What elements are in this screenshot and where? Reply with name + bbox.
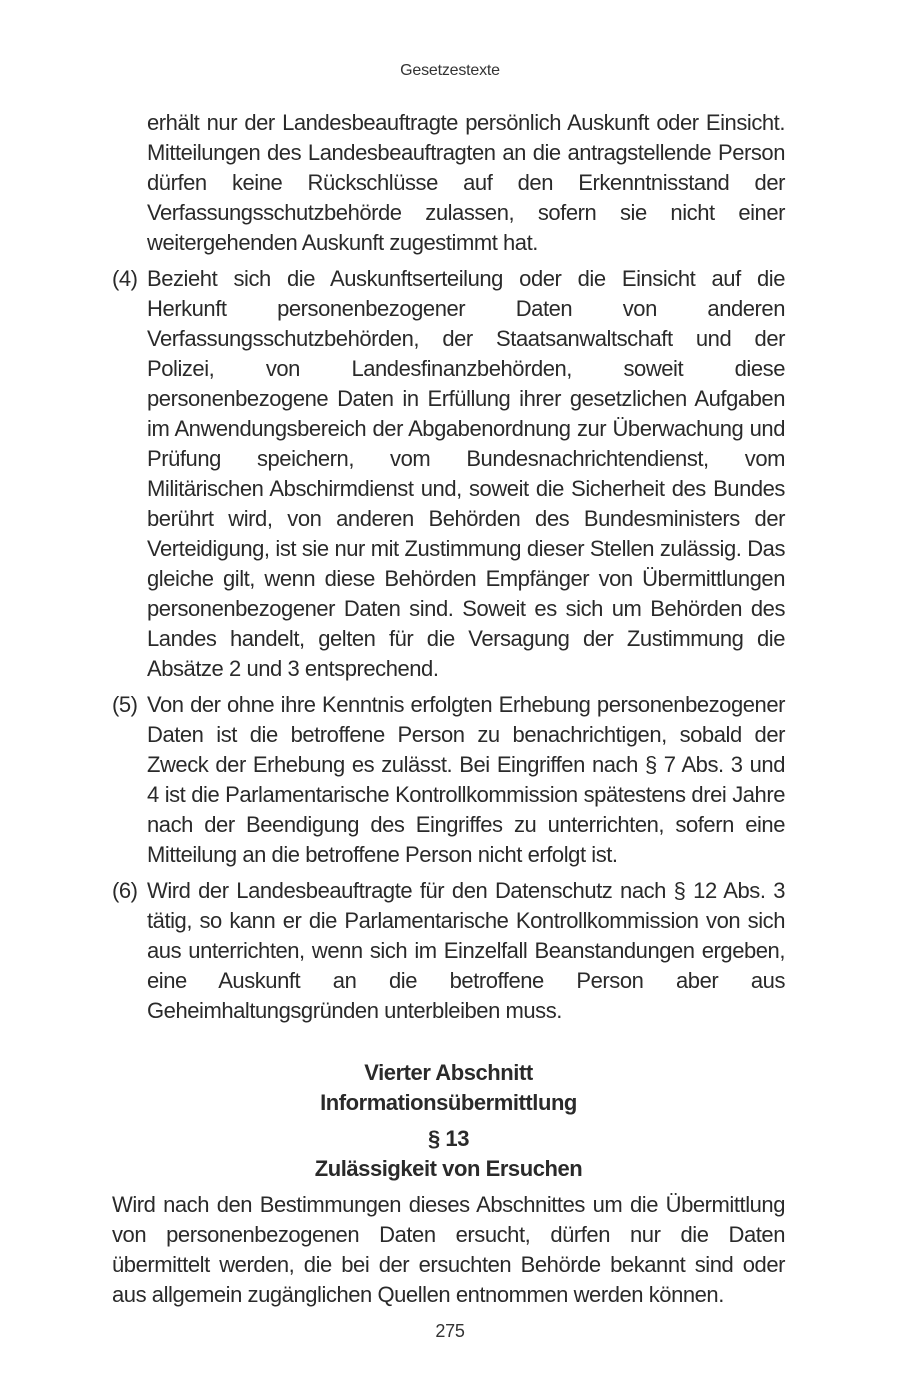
section-body: Wird nach den Bestimmungen dieses Abschnittes um die Übermittlung von personenbezogenen Daten ersucht, dürfen nur die Daten übermittelt werden, die bei der ersuchten Behörde bekannt sind oder aus allgemein zugänglichen Quellen entnommen werden können.	[112, 1192, 785, 1307]
paragraph-text: Von der ohne ihre Kenntnis erfolgten Erhebung personenbezogener Daten ist die betroffene Person zu benachrichtigen, sobald der Zweck der Erhebung es zulässt. Bei Eingriffen nach § 7 Abs. 3 und 4 ist die Parlamentarische Kontrollkommission spätestens drei Jahre nach der Beendigung des Eingriffes zu unterrichten, sofern eine Mitteilung an die betroffene Person nicht erfolgt ist.	[147, 692, 785, 867]
paragraph-4	[112, 264, 785, 684]
running-head: Gesetzestexte	[400, 62, 500, 79]
paragraph-number: (6)	[112, 878, 138, 903]
paragraph-5	[112, 690, 785, 870]
section-number: § 13	[427, 1126, 470, 1151]
page-number: 275	[435, 1321, 465, 1341]
section-heading	[112, 1058, 785, 1184]
chapter-title: Informationsübermittlung	[320, 1090, 577, 1115]
chapter-heading: Vierter Abschnitt	[364, 1060, 533, 1085]
page-content	[112, 108, 785, 1310]
paragraph-number: (4)	[112, 266, 138, 291]
paragraph-6	[112, 876, 785, 1026]
paragraph-text: Bezieht sich die Auskunftserteilung oder die Einsicht auf die Herkunft personenbezogener Daten von anderen Verfassungsschutzbehörden, der Staatsanwaltschaft und der Polizei, von Landesfinanzbehörden, soweit diese personenbezogene Daten in Erfüllung ihrer gesetzlichen Aufgaben im Anwendungsbereich der Abgabenordnung zur Überwachung und Prüfung speichern, vom Bundesnachrichtendienst, vom Militärischen Abschirmdienst und, soweit die Sicherheit des Bundes berührt wird, von anderen Behörden des Bundesministers der Verteidigung, ist sie nur mit Zustimmung dieser Stellen zulässig. Das gleiche gilt, wenn diese Behörden Empfänger von Übermittlungen personenbezogener Daten sind. Soweit es sich um Behörden des Landes handelt, gelten für die Versagung der Zustimmung die Absätze 2 und 3 entsprechend.	[147, 266, 785, 681]
continuation-paragraph: erhält nur der Landesbeauftragte persönlich Auskunft oder Einsicht. Mitteilungen des Landesbeauftragten an die antragstellende Person dürfen keine Rückschlüsse auf den Erkenntnisstand der Verfassungsschutzbehörde zulassen, sofern sie nicht einer weitergehenden Auskunft zugestimmt hat.	[147, 110, 785, 255]
section-title: Zulässigkeit von Ersuchen	[314, 1156, 583, 1181]
paragraph-text: Wird der Landesbeauftragte für den Datenschutz nach § 12 Abs. 3 tätig, so kann er die Parlamentarische Kontrollkommission von sich aus unterrichten, wenn sich im Einzelfall Beanstandungen ergeben, eine Auskunft an die betroffene Person aber aus Geheimhaltungsgründen unterbleiben muss.	[147, 878, 785, 1023]
paragraph-number: (5)	[112, 692, 138, 717]
